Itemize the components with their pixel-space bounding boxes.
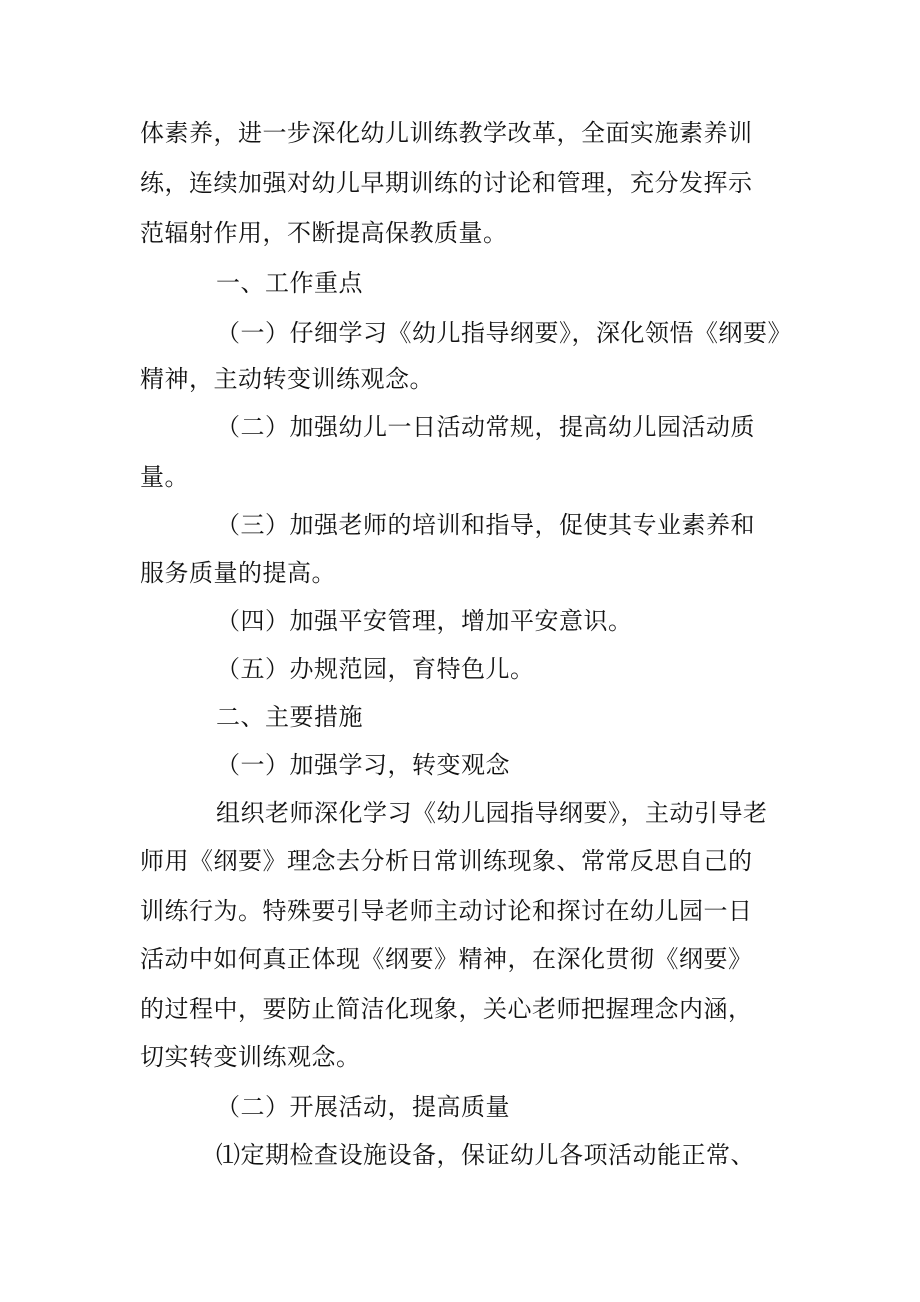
section-heading: 一、工作重点 (216, 269, 363, 297)
text-line: 精神，主动转变训练观念。 (140, 365, 434, 393)
text-line: 量。 (140, 463, 189, 491)
text-line: 活动中如何真正体现《纲要》精神，在深化贯彻《纲要》 (140, 945, 753, 973)
text-line: 训练行为。特殊要引导老师主动讨论和探讨在幼儿园一日 (140, 897, 753, 925)
subsection-heading: （二）开展活动，提高质量 (216, 1093, 510, 1121)
text-line: 体素养，进一步深化幼儿训练教学改革，全面实施素养训 (140, 119, 753, 147)
section-heading: 二、主要措施 (216, 703, 363, 731)
text-line: 练，连续加强对幼儿早期训练的讨论和管理，充分发挥示 (140, 169, 753, 197)
text-line: 服务质量的提高。 (140, 559, 336, 587)
text-line: 的过程中，要防止简洁化现象，关心老师把握理念内涵， (140, 995, 753, 1023)
subsection-heading: （一）加强学习，转变观念 (216, 751, 510, 779)
text-line: 范辐射作用，不断提高保教质量。 (140, 219, 508, 247)
text-line: ⑴定期检查设施设备，保证幼儿各项活动能正常、 (216, 1141, 755, 1169)
text-line: （一）仔细学习《幼儿指导纲要》，深化领悟《纲要》 (216, 319, 792, 347)
text-line: 组织老师深化学习《幼儿园指导纲要》，主动引导老 (216, 799, 768, 827)
text-line: 切实转变训练观念。 (140, 1043, 361, 1071)
text-line: （二）加强幼儿一日活动常规，提高幼儿园活动质 (216, 413, 755, 441)
text-line: 师用《纲要》理念去分析日常训练现象、常常反思自己的 (140, 847, 753, 875)
text-line: （三）加强老师的培训和指导，促使其专业素养和 (216, 511, 755, 539)
text-line: （四）加强平安管理，增加平安意识。 (216, 607, 633, 635)
text-line: （五）办规范园，育特色儿。 (216, 655, 535, 683)
